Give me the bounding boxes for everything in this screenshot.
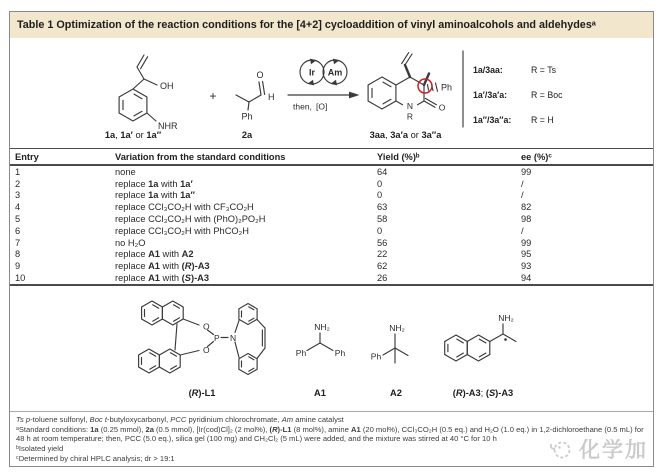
catalytic-cycle [288, 59, 360, 112]
aldehyde-structure [236, 70, 275, 122]
reaction-arrow [349, 92, 360, 99]
ee-cell: 82 [521, 202, 532, 213]
variation-cell: replace CCl₃CO₂H with CF₃CO₂H [115, 202, 254, 213]
watermark-text: 化学加 [579, 438, 648, 462]
entry-cell: 5 [15, 214, 21, 225]
table-title: Table 1 Optimization of the reaction conditions for the [4+2] cycloaddition of vinyl aminoalcohols and aldehydesᵃ [10, 12, 653, 38]
ee-cell: 99 [521, 237, 532, 248]
ligand-n-label: N [230, 333, 237, 343]
table-row [10, 272, 653, 284]
product-structure [396, 53, 452, 122]
results-table-wrap [10, 148, 653, 286]
yield-cell: 62 [377, 261, 388, 272]
a1-ph-left-label: Ph [295, 348, 307, 358]
footnote-line: Ts p-toluene sulfonyl, Boc t-butyloxycarbonyl, PCC pyridinium chlorochromate, Am amine catalyst [16, 415, 344, 424]
table-row [10, 260, 653, 272]
catalyst-structures [10, 286, 653, 411]
amine-a2-label: A2 [390, 388, 402, 398]
variation-cell: replace A1 with A2 [115, 249, 194, 260]
table-row [10, 165, 653, 178]
entry-cell: 8 [15, 249, 21, 260]
entry-cell: 7 [15, 237, 21, 248]
variation-cell: replace A1 with (S)-A3 [115, 273, 210, 284]
ligand-o1-label: O [203, 321, 210, 332]
product-n-label: N [406, 101, 414, 111]
header-row [10, 149, 653, 165]
entry-cell: 4 [15, 202, 21, 213]
ee-cell: 95 [521, 249, 532, 260]
legend-row: 1a/3aa: R = Ts [473, 65, 557, 75]
variation-cell: no H₂O [115, 237, 146, 248]
table-row [10, 201, 653, 213]
yield-cell: 56 [377, 237, 388, 248]
reactant-label: 1a, 1a′ or 1a″ [104, 130, 162, 140]
plus-sign: + [209, 89, 217, 103]
oxidant-label: [O] [316, 101, 328, 112]
variation-cell: replace 1a with 1a″ [115, 190, 195, 201]
col-entry: Entry [10, 149, 115, 165]
entry-cell: 1 [15, 166, 21, 177]
ee-cell: / [521, 190, 524, 201]
col-ee: ee (%)ᶜ [521, 149, 653, 165]
aldehyde-ph-label: Ph [241, 111, 253, 122]
yield-cell: 0 [377, 225, 383, 236]
col-yield: Yield (%)ᵇ [377, 149, 521, 165]
stereocenter-dot [504, 338, 507, 341]
legend-row: 1a′/3a′a: R = Boc [473, 90, 563, 100]
ir-catalyst-label: Ir [308, 67, 316, 78]
table-row [10, 190, 653, 202]
footnote-line: ᵇIsolated yield [16, 443, 64, 453]
entry-cell: 2 [15, 178, 21, 189]
aldehyde-label: 2a [241, 130, 253, 140]
ee-cell: 98 [521, 214, 532, 225]
variation-cell: replace CCl₃CO₂H with PhCO₂H [115, 225, 249, 236]
table-row [10, 249, 653, 261]
legend-row: 1a″/3a″a: R = H [473, 115, 554, 125]
footnote-line: ᵃStandard conditions: 1a (0.25 mmol), 2a (0.5 mmol), [Ir(cod)Cl]₂ (2 mol%), (R)-L1 (8 mol%), amine A1 (20 mol%), CCl₃CO₂H (0.5 eq.) and H₂O (1.0 eq.) in 1,2-dichloroethane (0.5 mL) for 48 h at room temperature; then, PCC (5.0 eq.), silica gel (100 mg) and CH₂Cl₂ (5 mL) were added, and the mixture was stirred at 40 °C for 10 h [16, 424, 644, 444]
variation-cell: replace CCl₃CO₂H with (PhO)₂PO₂H [115, 214, 266, 225]
then-label: then, [293, 101, 312, 112]
results-table [10, 149, 653, 284]
amine-a1-label: A1 [314, 388, 326, 398]
amine-a2-structure [371, 323, 408, 363]
variation-cell: none [115, 166, 136, 177]
amine-a3-label: (R)-A3; (S)-A3 [452, 388, 514, 398]
ligand-label: (R)-L1 [188, 388, 216, 398]
yield-cell: 58 [377, 214, 388, 225]
entry-cell: 10 [15, 273, 26, 284]
footnote-line: ᶜDetermined by chiral HPLC analysis; dr > 19:1 [16, 453, 175, 463]
col-variation: Variation from the standard conditions [115, 149, 377, 165]
ee-cell: 99 [521, 166, 532, 177]
a3-nh2-label: NH₂ [498, 313, 514, 323]
ligand-p-label: P [214, 333, 220, 343]
table-row [10, 225, 653, 237]
yield-cell: 0 [377, 178, 383, 189]
a1-ph-right-label: Ph [334, 348, 346, 358]
variation-cell: replace 1a with 1a′ [115, 178, 193, 189]
am-catalyst-label: Am [327, 67, 343, 78]
a1-nh2-label: NH₂ [314, 322, 330, 332]
yield-cell: 26 [377, 273, 388, 284]
product-o-label: O [438, 102, 446, 113]
nhr-label: NHR [158, 121, 178, 131]
entry-cell: 9 [15, 261, 21, 272]
product-label: 3aa, 3a′a or 3a″a [369, 130, 442, 140]
a2-ph-label: Ph [370, 351, 382, 362]
r-group-legend [473, 58, 563, 133]
results-tbody [10, 165, 653, 284]
product-ph-label: Ph [441, 82, 453, 93]
table-row [10, 178, 653, 190]
table-card [9, 11, 654, 467]
amine-a3-structure [490, 313, 516, 342]
yield-cell: 22 [377, 249, 388, 260]
amine-a1-structure [296, 322, 346, 358]
variation-cell: replace A1 with (R)-A3 [115, 261, 210, 272]
aldehyde-h-label: H [268, 92, 275, 102]
entry-cell: 6 [15, 225, 21, 236]
ee-cell: 94 [521, 273, 532, 284]
a2-nh2-label: NH₂ [389, 323, 405, 333]
ligand-structure [175, 319, 265, 359]
table-row [10, 213, 653, 225]
yield-cell: 64 [377, 166, 388, 177]
product-r-label: R [406, 111, 414, 122]
yield-cell: 63 [377, 202, 388, 213]
entry-cell: 3 [15, 190, 21, 201]
ee-cell: / [521, 225, 524, 236]
ee-cell: 93 [521, 261, 532, 272]
oh-label: OH [160, 81, 174, 91]
footnotes [10, 411, 653, 466]
ee-cell: / [521, 178, 524, 189]
ligand-o2-label: O [203, 345, 210, 355]
aldehyde-o-label: O [256, 70, 264, 80]
table-row [10, 237, 653, 249]
reaction-scheme [10, 38, 653, 148]
yield-cell: 0 [377, 190, 383, 201]
